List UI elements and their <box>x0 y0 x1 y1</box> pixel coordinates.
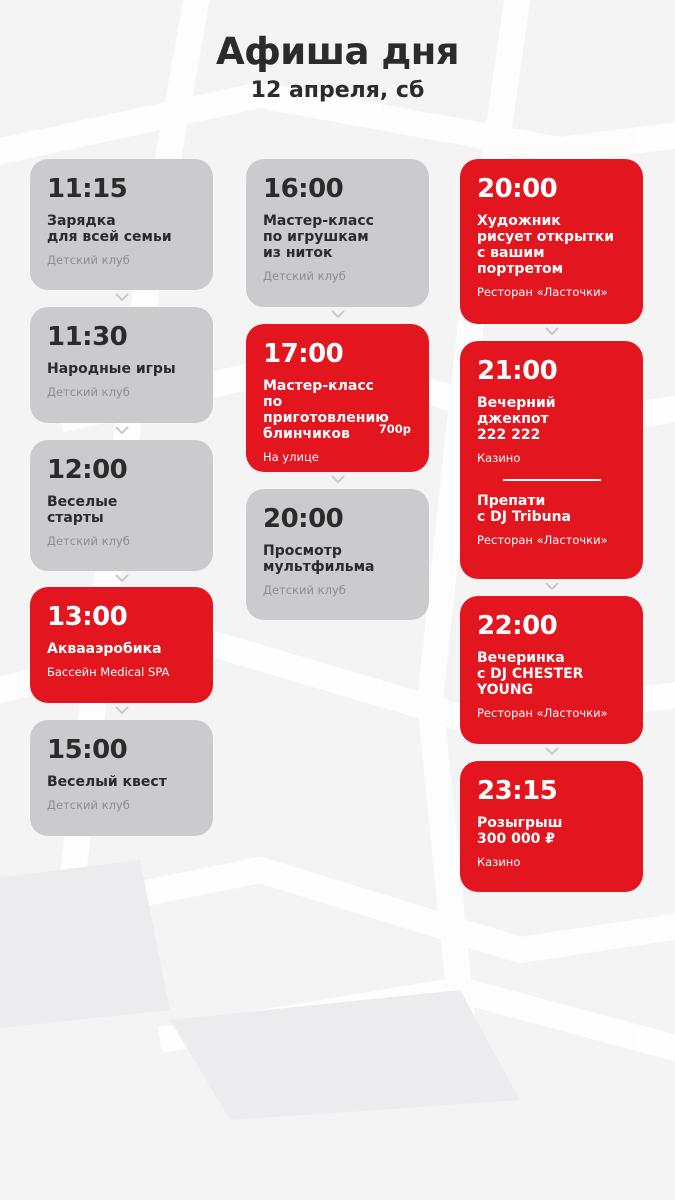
event-place: Детский клуб <box>47 534 130 548</box>
event-card-1600[interactable] <box>246 159 429 307</box>
chevron-down-icon <box>114 573 130 583</box>
event-time: 21:00 <box>477 356 558 386</box>
event-title: Вечеринка с DJ CHESTER YOUNG <box>477 650 584 698</box>
chevron-down-icon <box>114 705 130 715</box>
chevron-down-icon <box>114 425 130 435</box>
event-title: Вечерний джекпот 222 222 <box>477 395 556 443</box>
event-title: Художник рисует открытки с вашим портретом <box>477 213 615 277</box>
event-time: 11:15 <box>47 174 128 204</box>
event-place: Казино <box>477 451 521 465</box>
event-place: Детский клуб <box>47 798 130 812</box>
event-place: Детский клуб <box>263 583 346 597</box>
event-card-1300[interactable] <box>30 587 213 703</box>
event-title-secondary: Препати с DJ Tribuna <box>477 493 571 525</box>
event-card-2100[interactable] <box>460 341 643 579</box>
event-place: Детский клуб <box>47 385 130 399</box>
event-title: Розыгрыш 300 000 ₽ <box>477 815 563 847</box>
event-card-2000-artist[interactable] <box>460 159 643 324</box>
event-card-1500[interactable] <box>30 720 213 836</box>
event-card-1115[interactable] <box>30 159 213 290</box>
event-place: Детский клуб <box>47 253 130 267</box>
event-place: Бассейн Medical SPA <box>47 665 170 679</box>
event-place: Ресторан «Ласточки» <box>477 285 608 299</box>
chevron-down-icon <box>544 326 560 336</box>
event-card-2200[interactable] <box>460 596 643 744</box>
page-title: Афиша дня <box>215 30 460 73</box>
chevron-down-icon <box>544 746 560 756</box>
event-card-1200[interactable] <box>30 440 213 571</box>
event-place: Казино <box>477 855 521 869</box>
event-title: Мастер-класс по приготовлению блинчиков <box>263 378 389 442</box>
event-time: 22:00 <box>477 611 558 641</box>
event-place-secondary: Ресторан «Ласточки» <box>477 533 608 547</box>
event-place: Ресторан «Ласточки» <box>477 706 608 720</box>
event-price: 700р <box>378 422 411 436</box>
page-date: 12 апреля, сб <box>250 78 425 103</box>
event-divider <box>503 479 601 481</box>
chevron-down-icon <box>330 309 346 319</box>
event-card-1700[interactable] <box>246 324 429 472</box>
event-title: Просмотр мультфильма <box>263 543 375 575</box>
event-time: 17:00 <box>263 339 344 369</box>
event-title: Народные игры <box>47 361 176 377</box>
event-card-2315[interactable] <box>460 761 643 892</box>
event-title: Веселые старты <box>47 494 118 526</box>
event-time: 20:00 <box>263 504 344 534</box>
event-time: 12:00 <box>47 455 128 485</box>
event-time: 23:15 <box>477 776 558 806</box>
event-time: 11:30 <box>47 322 128 352</box>
event-title: Веселый квест <box>47 774 167 790</box>
event-title: Зарядка для всей семьи <box>47 213 172 245</box>
event-time: 15:00 <box>47 735 128 765</box>
event-card-2000-cartoon[interactable] <box>246 489 429 620</box>
chevron-down-icon <box>330 474 346 484</box>
event-time: 13:00 <box>47 602 128 632</box>
event-card-1130[interactable] <box>30 307 213 423</box>
event-time: 16:00 <box>263 174 344 204</box>
chevron-down-icon <box>114 292 130 302</box>
event-title: Мастер-класс по игрушкам из ниток <box>263 213 374 261</box>
event-place: Детский клуб <box>263 269 346 283</box>
event-time: 20:00 <box>477 174 558 204</box>
chevron-down-icon <box>544 581 560 591</box>
event-place: На улице <box>263 450 319 464</box>
event-title: Аквааэробика <box>47 641 162 657</box>
